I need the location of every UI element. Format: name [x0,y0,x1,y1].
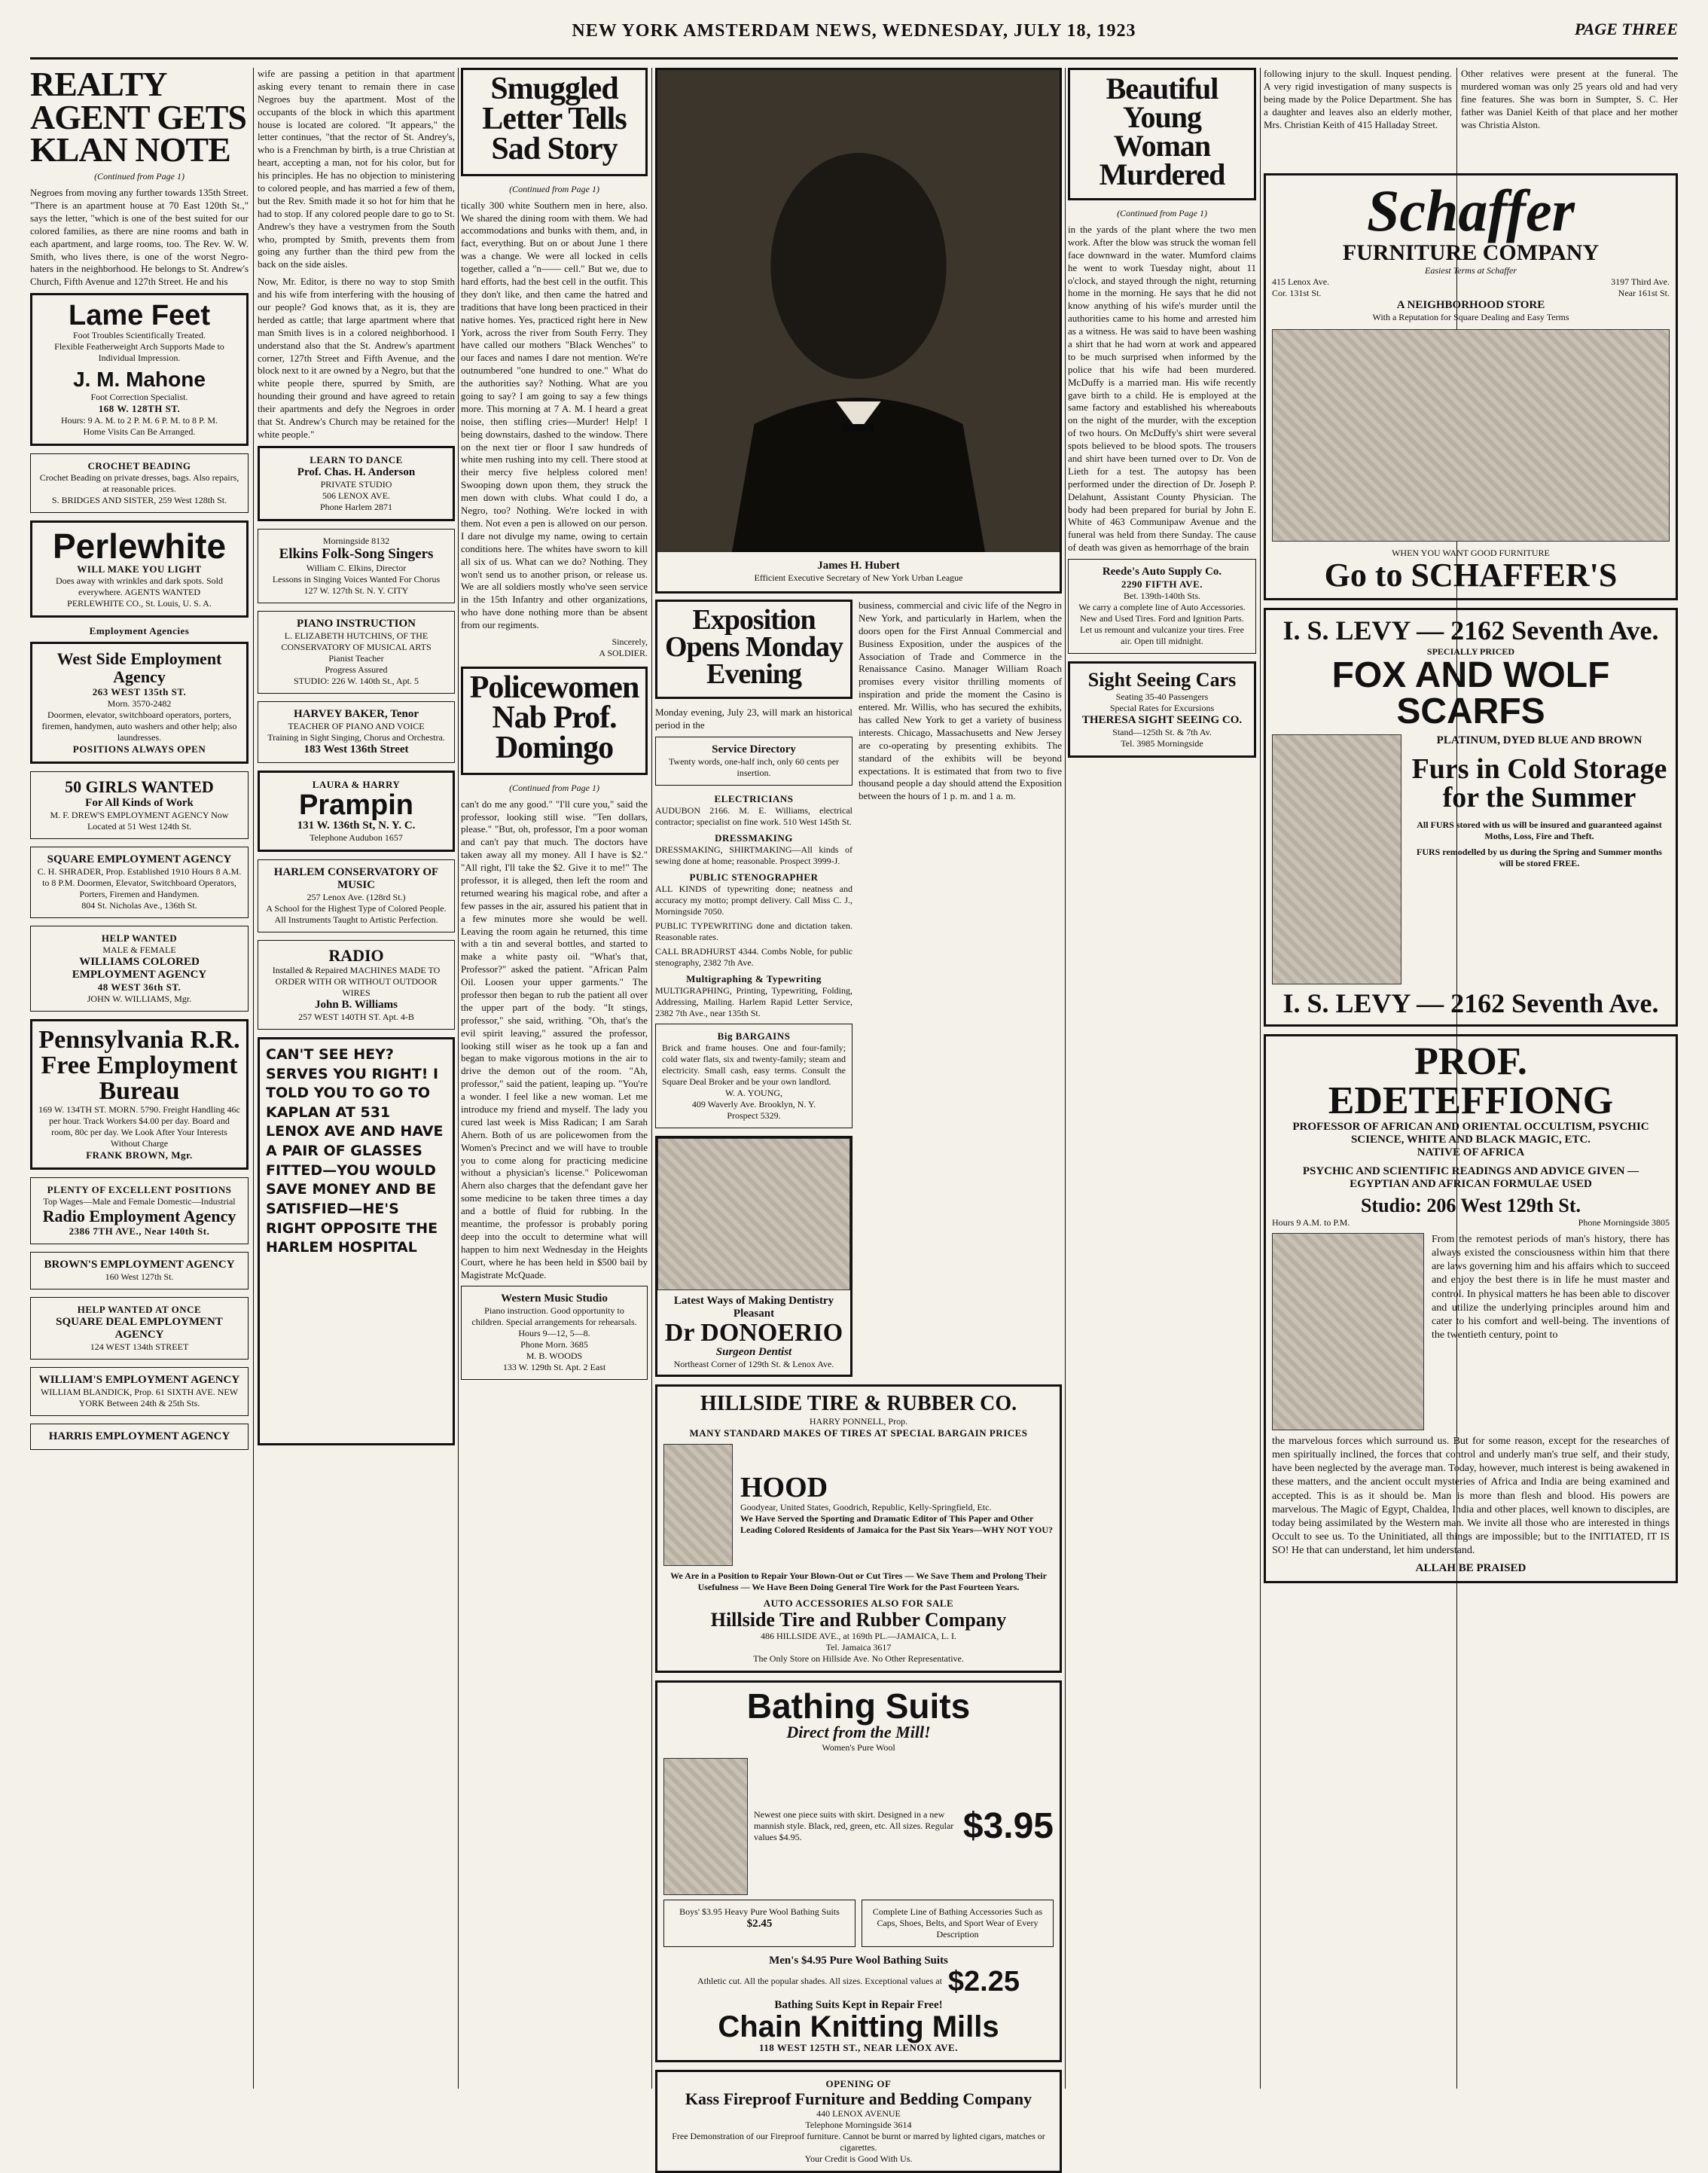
ad-text: PLATINUM, DYED BLUE AND BROWN [1436,734,1642,746]
ad-text: PSYCHIC AND SCIENTIFIC READINGS AND ADVICE GIVEN — EGYPTIAN AND AFRICAN FORMULAE USED [1302,1165,1639,1191]
ad-text: Boys' $3.95 Heavy Pure Wool Bathing Suits [679,1906,840,1917]
ad-address: 440 LENOX AVENUE [816,2107,901,2119]
ad-name: L. ELIZABETH HUTCHINS, OF THE CONSERVATORY OF MUSICAL ARTS [281,630,432,652]
ad-text: Brick and frame houses. One and four-family; cold water flats, six and twenty-family; steam and electricity. Small cash, easy terms. Consult the Square Deal Broker and be your own landlord. [662,1042,846,1088]
classified-heading: PUBLIC STENOGRAPHER [689,871,819,884]
ad-phone: Phone Morn. 3685 [520,1339,588,1350]
ad-name: THERESA SIGHT SEEING CO. [1081,713,1243,726]
ad-text: We Have Served the Sporting and Dramatic Editor of This Paper and Other Leading Colored Residents of Jamaica for the Past Six Years—WHY NOT YOU? [740,1513,1053,1536]
ad-title: FOX AND WOLF SCARFS [1331,655,1610,731]
ad-text: We Are in a Position to Repair Your Blown-Out or Cut Tires — We Save Them and Prolong Their Usefulness — We Have Been Doing General Tire Work for the Past Fourteen Years. [670,1570,1047,1592]
bargains-ad [655,1024,852,1128]
ad-text: Free Demonstration of our Fireproof furniture. Cannot be burnt or marred by lighted cigars, matches or cigarettes. [672,2130,1045,2153]
radio-repair-ad [258,940,455,1030]
article-sign: A SOLDIER. [599,647,648,658]
ad-text: A NEIGHBORHOOD STORE [1396,299,1545,311]
ad-text: WILLIAM BLANDICK, Prop. 61 SIXTH AVE. NEW YORK Between 24th & 25th Sts. [40,1386,239,1408]
ad-title: WILLIAMS COLORED EMPLOYMENT AGENCY [72,955,207,981]
ad-title: Radio Employment Agency [42,1206,236,1225]
ad-name: W. A. YOUNG, [724,1088,783,1099]
ad-address: 168 W. 128TH ST. [98,402,181,414]
ad-title: 50 GIRLS WANTED [65,777,214,797]
hood-tire-illustration [663,1444,733,1566]
ad-text: Direct from the Mill! [786,1723,931,1742]
ad-text: Pianist Teacher [328,652,384,664]
levy-ad [1264,608,1678,1027]
ad-title: Schaffer [1367,178,1575,243]
ad-address: Studio: 206 West 129th St. [1360,1195,1581,1217]
photo-caption-text: Efficient Executive Secretary of New York Urban League [754,572,963,583]
classified-text: ALL KINDS of typewriting done; neatness and accuracy my motto; prompt delivery. Call Miss C. J., Morningside 7050. [655,884,852,917]
continued-note: (Continued from Page 1) [509,183,599,194]
ad-phone: Tel. Jamaica 3617 [825,1642,892,1653]
ad-address: 263 WEST 135th ST. [92,686,187,698]
ad-title: PIANO INSTRUCTION [297,617,416,630]
ad-price: $2.25 [947,1965,1020,1998]
portrait-image [657,70,1060,552]
ad-text: Goodyear, United States, Goodrich, Republic, Kelly-Springfield, Etc. [740,1502,992,1513]
ad-text: TEACHER OF PIANO AND VOICE [288,720,425,731]
ad-text: Athletic cut. All the popular shades. All sizes. Exceptional values at [697,1976,942,1987]
ad-phone: Morningside 8132 [322,535,390,546]
ad-text: CAN'T SEE HEY? SERVES YOU RIGHT! I TOLD YOU TO GO TO KAPLAN AT 531 LENOX AVE AND HAVE A PAIR OF GLASSES FITTED—YOU WOULD SAVE MONEY AND BE SATISFIED—HE'S RIGHT OPPOSITE THE HARLEM HOSPITAL [266,1045,444,1256]
ad-text: FURS remodelled by us during the Spring and Summer months will be stored FREE. [1417,846,1662,868]
ad-title: SQUARE EMPLOYMENT AGENCY [47,853,232,865]
ad-title: Sight Seeing Cars [1087,669,1237,691]
ad-text: Men's $4.95 Pure Wool Bathing Suits [769,1954,948,1967]
williams-ad [30,926,249,1012]
ad-text: Top Wages—Male and Female Domestic—Industrial [43,1195,236,1207]
ad-name: J. M. Mahone [73,368,206,392]
murder-article-continued: following injury to the skull. Inquest pending. A very rigid investigation of many suspects is being made by the Police Department. She has a daughter and leaves also an elderly mother, Mrs. Christian Keith of 415 Halladay Street. [1264,68,1452,130]
ad-sign: ALLAH BE PRAISED [1415,1562,1527,1575]
realty-headline: REALTY AGENT GETS KLAN NOTE [30,65,246,169]
continued-note: (Continued from Page 1) [1117,208,1207,218]
westside-ad [30,642,249,764]
ad-text: Lessons in Singing Voices Wanted For Chorus [272,573,441,584]
column-rule [458,68,459,2089]
wide-ads [1264,173,1678,1591]
ad-title: HELP WANTED [101,932,178,944]
column-2 [258,68,455,2089]
ad-text: PRIVATE STUDIO [320,478,392,490]
accessories-box [862,1900,1054,1947]
ad-title: Pennsylvania R.R. Free Employment Bureau [38,1025,240,1105]
ad-text: For All Kinds of Work [85,796,194,809]
ad-title: HARRIS EMPLOYMENT AGENCY [48,1430,230,1442]
ad-phone: Morn. 3570-2482 [107,698,172,710]
reedes-auto-ad [1068,559,1256,654]
column-rule [651,68,652,2089]
williams-employment-ad [30,1367,249,1416]
ad-title: HARVEY BAKER, Tenor [293,707,419,720]
page-number: PAGE THREE [1574,20,1678,38]
police-headline-box [461,667,648,775]
bathing-figure-illustration [663,1758,748,1895]
ad-address: 160 West 127th St. [105,1271,174,1282]
ad-text: SPECIALLY PRICED [1426,645,1515,657]
ad-text: WHEN YOU WANT GOOD FURNITURE [1392,548,1550,558]
ad-title: BROWN'S EMPLOYMENT AGENCY [44,1258,235,1271]
ad-title: PROF. EDETEFFIONG [1328,1040,1614,1123]
ad-phone: Telephone Morningside 3614 [805,2119,912,2130]
ad-address: 3197 Third Ave. [1611,276,1670,287]
ad-address: PERLEWHITE CO., St. Louis, U. S. A. [67,597,212,609]
ad-text: PROFESSOR OF AFRICAN AND ORIENTAL OCCULTISM, PSYCHIC SCIENCE, WHITE AND BLACK MAGIC, ETC. [1292,1121,1649,1146]
ad-text: Bathing Suits Kept in Repair Free! [774,1998,943,2011]
harlem-conservatory-ad [258,859,455,932]
ad-text: HARRY PONNELL, Prop. [809,1415,908,1427]
ad-title: Bathing Suits [746,1686,971,1726]
ad-text: MALE & FEMALE [102,944,176,955]
ad-address: Cor. 131st St. [1272,288,1322,298]
ad-text: From the remotest periods of man's history, there has always existed the consciousness within him that there are laws governing him and his affairs which to succeed and enjoy the best there is in life he must master and control. In physical matters he has been able to discover and utilize the underlying principles around him and cater to his comfort and well-being. The inventions of the twentieth century, point to [1432,1233,1670,1341]
column-3 [461,68,648,2089]
ad-text: Seating 35-40 Passengers [1115,691,1209,702]
ad-price: $3.95 [962,1805,1054,1846]
ad-title: WILLIAM'S EMPLOYMENT AGENCY [38,1373,240,1386]
ad-phone: Phone Morningside 3805 [1578,1216,1670,1228]
professor-portrait [1272,1233,1424,1430]
ad-text: NATIVE OF AFRICA [1417,1146,1525,1159]
prampin-ad [258,771,455,852]
ad-address: 804 St. Nicholas Ave., 136th St. [81,899,197,911]
kaplan-cartoon-ad [258,1037,455,1445]
classified-text: MULTIGRAPHING, Printing, Typewriting, Folding, Addressing, Mailing. Harlem Rapid Letter Service, 2382 7th Ave., near 135th St. [655,985,852,1019]
ad-text: Surgeon Dentist [715,1346,792,1359]
piano-ad [258,611,455,694]
ad-text: C. H. SHRADER, Prop. Established 1910 Hours 8 A.M. to 8 P.M. Doormen, Elevator, Switchboard Operators, Porters, Firemen and Handymen. [37,865,242,899]
expo-headline: Exposition Opens Monday Evening [664,604,843,691]
ad-text: OPENING OF [825,2077,892,2089]
ad-text: FRANK BROWN, Mgr. [86,1149,193,1161]
column-rule [253,68,254,2089]
portrait-photo [657,70,1060,552]
ad-phone: Phone Harlem 2871 [320,501,392,512]
ad-title: Furs in Cold Storage for the Summer [1411,752,1667,813]
ad-title: Go to SCHAFFER'S [1324,557,1618,594]
ad-text: Newest one piece suits with skirt. Designed in a new mannish style. Black, red, green, etc. All sizes. Regular values $4.95. [754,1809,954,1843]
service-directory-box [655,737,852,786]
ad-address: STUDIO: 226 W. 140th St., Apt. 5 [293,675,419,686]
realty-article-continued: wife are passing a petition in that apartment asking every tenant to remain there in case Negroes buy the apartment. Most of the occupants of the block in which this apartment house is located are colored. "It appears," the letter continues, "that the rector of St. Andrey's, who is a Frenchman by birth, is a true Christian at heart, accepting a man, not for his color, but for his principles. He has no objection to ministering to colored people, and has married a few of them, but the Rev. Smith made it so hot for him that he had to stop. If any colored people dare to go to St. Andrew's they have a vestrymen from the South who, prompted by Smith, prevents them from going any further than the third pew from the back on the side aisles. [258,68,455,270]
ad-address: 2386 7TH AVE., Near 140th St. [69,1225,210,1237]
dance-ad [258,446,455,521]
ad-address: 409 Waverly Ave. Brooklyn, N. Y. [691,1099,816,1110]
ad-price: $2.45 [746,1917,773,1930]
ad-title: Prampin [298,789,414,821]
ad-text: 169 W. 134TH ST. MORN. 5790. Freight Handling 46c per hour. Track Workers $4.00 per day. Board and room, 80c per day. We Look After Your Interests Without Charge [38,1103,240,1149]
continued-note: (Continued from Page 1) [94,171,185,182]
ad-text: Installed & Repaired MACHINES MADE TO ORDER WITH OR WITHOUT OUTDOOR WIRES [272,964,441,998]
ad-text: Piano instruction. Good opportunity to children. Special arrangements for rehearsals. Hours 9—12, 5—8. [471,1305,637,1339]
classified-heading: Multigraphing & Typewriting [686,973,822,985]
classified-heading: DRESSMAKING [715,832,793,844]
ad-text: Your Credit is Good With Us. [804,2153,913,2164]
ad-address: 257 WEST 140TH ST. Apt. 4-B [298,1011,414,1022]
photo-block [655,68,1062,594]
ad-title: FURNITURE COMPANY [1342,240,1600,265]
ad-title: Dr DONOERIO [664,1319,843,1347]
section-title: Service Directory [712,743,796,756]
dentist-illustration [657,1138,850,1290]
ad-text: JOHN W. WILLIAMS, Mgr. [87,993,192,1004]
ad-text: All FURS stored with us will be insured and guaranteed against Moths, Loss, Fire and Theft. [1417,819,1662,841]
ad-title: RADIO [328,945,384,965]
ad-text: Hours: 9 A. M. to 2 P. M. 6 P. M. to 8 P. M. [60,414,218,426]
police-article: can't do me any good." "I'll cure you," said the professor, looking still wise. "Ten dollars, please." "But, oh, professor, I'm a poor woman and can't pay that much. The doctors have taken away all my money. All I have is $2." "All right, I'll take the $2. Give it to me!" The professor, it is alleged, then left the room and returned wearing his magical robe, and after a few passes in the air, assured his patient that in a few minutes more she would be well. Leaving the room again he returned, this time with a tin and several bottles, and started to make a white pasty oil. "What's that, Professor?" asked the patient. "African Palm Oil. Loosen your upper garments." The professor then began to rub the patient all over the upper part of the body. "It stings, professor," she said, writhing. "Oh, that's the evil spirit leaving," assured the professor, looking still wiser as he took up a fan and began to make vigorous motions in the air to drive the demon out of the room. "Ah, professor," said the patient, leaping up. "You're a wonder. I feel like a new woman. Let me introduce my friend and myself. The lady you cured last week is Miss Radican; I am Sarah Ahern. Both of us are policewomen from the Women's Precinct and we will have to trouble you to come along for practicing medicine without a physician's license." Policewoman Ahern also charges that the defendant gave her some medicine to be taken three times a day and a bottle of fluid for rubbing. In the meantime, the professor is probably poring deep into the occult to determine what will happen to him next Wednesday in the Heights Court, where he has been held in $500 bail by Magistrate McQuade. [461,798,648,1280]
prof-edeteffiong-ad [1264,1034,1678,1583]
ad-title: SQUARE DEAL EMPLOYMENT AGENCY [56,1315,223,1341]
classified-heading: ELECTRICIANS [714,793,794,805]
column-1 [30,65,249,2089]
ad-brand: HOOD [740,1472,828,1504]
smuggled-headline: Smuggled Letter Tells Sad Story [482,72,627,166]
ad-name: Prof. Chas. H. Anderson [297,465,416,478]
expo-article-lead: Monday evening, July 23, will mark an historical period in the [655,707,852,731]
lame-feet-ad [30,293,249,446]
ad-text: Does away with wrinkles and dark spots. Sold everywhere. AGENTS WANTED [56,575,223,597]
ad-text: Progress Assured [325,664,388,675]
expo-article-body: business, commercial and civic life of the Negro in New York, and particularly in Harlem, when the doors open for the First Annual Commercial and Business Exposition, under the auspices of the Association of Trade and Commerce in the Renaissance Casino. Manager William Roach promises every visitor thrilling moments of inspiration and pride the moment the Casino is entered. Mr. Willis, who has secured the exhibits, has called New York to get a variety of business interests. Chicago, Massachusetts and New Jersey are co-operating by presenting exhibits. The standard of the exhibits will be beyond expectations. It is estimated that from two to five thousand people a day should attend the Exposition between the hours of 1 p. m. and 1 a. m. [859,600,1062,802]
ad-title: CROCHET BEADING [87,459,191,472]
ad-address: 257 Lenox Ave. (128rd St.) [307,891,406,902]
column-5 [1068,68,1256,2089]
photo-caption-name: James H. Hubert [817,560,900,572]
fur-model-illustration [1272,734,1401,984]
ad-address: 486 HILLSIDE AVE., at 169th PL.—JAMAICA, L. I. [760,1631,957,1642]
classified-text: AUDUBON 2166. M. E. Williams, electrical contractor; specialist on fine work. 510 West 145th St. [655,805,852,828]
realty-article-continued: Now, Mr. Editor, is there no way to stop Smith and his wife from interfering with the housing of our people? God knows that, as it is, they are herded as cattle; that large apartment where that man Smith lives is in a colored neighborhood. I understand also that the St. Andrew's apartment corner, 127th Street and Fifth Avenue, and the block next to it are owned by a Negro, but that the white people there, spurred by Smith, are hounding their ground and have agreed to retain their apartments and defy the Negroes in order that St. Andrew's Church may be retained for the white people." [258,276,455,440]
ad-title: Latest Ways of Making Dentistry Pleasant [673,1295,834,1320]
beautiful-article: in the yards of the plant where the two men work. After the blow was struck the woman fell face downward in the water. Mumford claims he went to work Tuesday night, about 11 o'clock, and stayed through the night, returning home in the morning. He says that he did not know anything of his wife's murder until the authorities came to his home and arrested him as a witness. He was said to have been washing a shirt that he had worn at work and appeared to be much surprised when informed by the police that his wife had been murdered. McDuffy is a married man. His wife recently gave birth to a child. He is employed at the same factory and established his whereabouts on the night of the murder, with the exception of two hours. On McDuffy's shirt were several spots believed to be blood spots. The trousers and shirt have been turned over to Dr. Von de Lieth for a test. The autopsy has been performed under the direction of Dr. Joseph P. Delahunt, Assistant County Physician. The body had been prepared for burial by John E. White of 463 Communipaw Avenue and the funeral was held from there Sunday. The cause of death was given as hemorrhage of the brain [1068,224,1256,554]
ad-title: West Side Employment Agency [56,649,222,687]
ad-address: Stand—125th St. & 7th Av. [1112,726,1212,737]
ad-text: Women's Pure Wool [822,1741,895,1753]
ad-title: HARLEM CONSERVATORY OF MUSIC [273,865,439,891]
ad-text: Bet. 139th-140th Sts. [1123,591,1200,602]
ad-address: 118 WEST 125TH ST., NEAR LENOX AVE. [759,2041,958,2053]
ad-text: M. F. DREW'S EMPLOYMENT AGENCY Now Located at 51 West 124th St. [50,809,229,832]
ad-title: Reede's Auto Supply Co. [1102,566,1222,578]
ad-text: Home Visits Can Be Arranged. [83,426,196,437]
classified-text: CALL BRADHURST 4344. Combs Noble, for public stenography, 2382 7th Ave. [655,946,852,969]
ad-address: 131 W. 136th St, N. Y. C. [297,819,416,832]
ad-name: William C. Elkins, Director [306,562,407,573]
ad-title: Hillside Tire and Rubber Company [710,1608,1007,1631]
classified-text: PUBLIC TYPEWRITING done and dictation taken. Reasonable rates. [655,920,852,943]
ad-text: With a Reputation for Square Dealing and Easy Terms [1372,312,1569,322]
column-rule [1065,68,1066,2089]
ad-text: Doormen, elevator, switchboard operators, porters, firemen, handymen, auto washers and other help; also laundresses. [41,710,237,743]
murder-article-end: Other relatives were present at the funeral. The murdered woman was only 25 years old and had very fine features. She was born in Sumpter, S. C. Her father was Daniel Keith of that place and her mother was Christia Alston. [1461,68,1678,130]
ad-address: Northeast Corner of 129th St. & Lenox Ave. [673,1359,834,1370]
dentist-ad [655,1136,852,1377]
ad-title: HELP WANTED AT ONCE [77,1303,202,1315]
ad-text: the marvelous forces which surround us. But for some reason, except for the researches of men spiritually inclined, the forces that control and underly man's true self, and their study, have been neglected by the average man. Today, however, much interest is being awakened in these matters, and the ancient occult mysteries of Africa and India are being examined and accepted. This is as it should be. Man is more than flesh and blood. His powers are marvelous. The Magic of Egypt, Chaldea, India and other places, well known to disciples, are today being assimilated by the Western man. We invite all those who are interested in things Occult to see us. To the Uninitiated, all things are impossible; but to the INITIATED, IT IS SO! He that can understand, let him understand. [1272,1435,1670,1557]
ad-address: 124 WEST 134th STREET [90,1341,189,1352]
realty-article: Negroes from moving any further towards 135th Street. "There is an apartment house at 70 East 120th St.," says the letter, "which is one of the best suited for our colored families, as there are nine rooms and bath in each apartment, and large rooms, too. The Rev. W. W. Smith, who lives there, is one of the worst Negro-haters in the neighborhood. He belongs to St. Andrew's Church, Fifth Avenue and 127th Street. He and his [30,187,249,288]
ad-text: Easiest Terms at Schaffer [1425,265,1517,276]
square-deal-ad [30,1297,249,1360]
ad-title: Big BARGAINS [717,1030,791,1042]
ad-address: 415 Lenox Ave. [1272,276,1330,287]
hillside-tire-ad [655,1384,1062,1673]
section-text: Twenty words, one-half inch, only 60 cents per insertion. [668,756,840,779]
ad-text: The Only Store on Hillside Ave. No Other Representative. [753,1653,964,1665]
ad-text: AUTO ACCESSORIES ALSO FOR SALE [763,1597,954,1609]
ad-address: S. BRIDGES AND SISTER, 259 West 128th St. [51,494,227,505]
ad-title: Perlewhite [52,526,227,566]
ad-title: I. S. LEVY — 2162 Seventh Ave. [1283,987,1659,1018]
ad-text: Foot Troubles Scientifically Treated. [72,330,206,341]
ad-text: Foot Correction Specialist. [90,391,188,402]
police-headline: Policewomen Nab Prof. Domingo [469,670,639,765]
ad-address: 127 W. 127th St. N. Y. CITY [303,584,409,596]
radio-employment-ad [30,1177,249,1244]
masthead-title: NEW YORK AMSTERDAM NEWS, WEDNESDAY, JULY 18, 1923 [572,21,1136,41]
ad-name: LAURA & HARRY [312,778,401,790]
ad-title: Elkins Folk-Song Singers [279,545,434,562]
bedroom-set-illustration [1272,329,1670,542]
ad-text: MANY STANDARD MAKES OF TIRES AT SPECIAL BARGAIN PRICES [689,1427,1028,1439]
ad-text: Complete Line of Bathing Accessories Such as Caps, Shoes, Belts, and Sport Wear of Every Description [872,1906,1043,1940]
ad-address: 48 WEST 36th ST. [97,981,181,993]
ad-address: 506 LENOX AVE. [322,490,391,501]
smuggled-headline-box [461,68,648,176]
boys-suits-box [663,1900,856,1947]
ad-title: PLENTY OF EXCELLENT POSITIONS [47,1183,232,1195]
western-music-ad [461,1286,648,1380]
column-rule [1260,68,1261,2089]
continued-note: (Continued from Page 1) [509,782,599,793]
article-sign: Sincerely, [612,636,648,647]
bathing-suits-ad [655,1680,1062,2062]
ad-text: A School for the Highest Type of Colored People. All Instruments Taught to Artistic Perfection. [266,902,447,925]
ad-text: We carry a complete line of Auto Accessories. New and Used Tires. Ford and Ignition Parts. Let us remount and vulcanize your tires. Free air. Open till midnight. [1078,602,1246,647]
kass-furniture-ad [655,2070,1062,2173]
ad-phone: Tel. 3985 Morningside [1121,737,1203,749]
smuggled-article: tically 300 white Southern men in here, also. We shared the dining room with them. We had accommodations and bunks with them, and, in fact, everything. But on or about June 1 there was a change. We were all locked in cells together, called a "n—— cell." But we, due to hard efforts, had the best cell in the outfit. This they don't like, and then came the hatred and traditions that have long been practiced in their native homes. Yes, practiced right here in New York, across the river from South Ferry. They have called our mothers "Black Wenches" to our faces and names I dare not mention. We're outnumbered "one hundred to one." What do the authorities say? Nothing. What are you going to say? I am going to say a few things more. This morning at 7 A. M. I heard a great noise, then stifling cries—Murder! Help! I being downstairs, dashed to the window. There on the next tier or floor I saw hundreds of white men rushing into my cell. There stood at their mercy five helpless colored men! Swooping down upon them, they struck the men down with clubs. What could I do, a Negro, too? Nothing. We're locked in with them. Not even a pen is allowed on our person. I dare not divulge my name, owing to certain conditions here. The whites have sworn to kill all six of us. What can we do? Nothing. They won't send us to another prison, or release us. We are all soldiers mostly who've seen service in the 15th Infantry and other organizations, who have done nothing more than be absent from our regiments. [461,199,648,631]
elkins-ad [258,529,455,603]
ad-title: LEARN TO DANCE [310,453,403,465]
classified-text: DRESSMAKING, SHIRTMAKING—All kinds of sewing done at home; reasonable. Prospect 3999-J. [655,844,852,867]
ad-phone: Prospect 5329. [727,1110,781,1122]
ad-title: Western Music Studio [501,1293,608,1305]
section-heading: Employment Agencies [89,624,190,636]
ad-text: WILL MAKE YOU LIGHT [77,563,202,575]
sight-seeing-ad [1068,661,1256,758]
square-employment-ad [30,847,249,918]
ad-title: Kass Fireproof Furniture and Bedding Company [685,2089,1032,2108]
harvey-ad [258,701,455,763]
ad-text: Special Rates for Excursions [1109,702,1215,713]
ad-text: Crochet Beading on private dresses, bags. Also repairs, at reasonable prices. [39,472,239,494]
ad-address: 133 W. 129th St. Apt. 2 East [502,1362,606,1373]
crochet-ad [30,453,249,513]
ad-title: Chain Knitting Mills [718,2010,999,2043]
perlewhite-ad [30,520,249,618]
ad-text: Training in Sight Singing, Chorus and Orchestra. [267,731,445,743]
ad-title: HILLSIDE TIRE & RUBBER CO. [700,1392,1017,1416]
ad-title: I. S. LEVY — 2162 Seventh Ave. [1283,615,1659,645]
column-4 [655,68,1062,2164]
schaffer-ad [1264,173,1678,600]
ad-title: Lame Feet [69,300,210,332]
girls-wanted-ad [30,771,249,838]
ad-name: John B. Williams [315,998,398,1011]
ad-address: 2290 FIFTH AVE. [1121,578,1203,591]
expo-headline-box [655,600,852,699]
harris-ad [30,1424,249,1450]
ad-address: Near 161st St. [1618,288,1670,298]
masthead [30,15,1678,60]
ad-text: Flexible Featherweight Arch Supports Made to Individual Impression. [54,341,224,364]
pennsylvania-ad [30,1019,249,1170]
ad-text: POSITIONS ALWAYS OPEN [72,743,206,755]
beautiful-headline: Beautiful Young Woman Murdered [1099,72,1225,191]
browns-ad [30,1252,249,1289]
ad-name: M. B. WOODS [526,1350,583,1362]
ad-phone: Telephone Audubon 1657 [310,832,403,843]
beautiful-headline-box [1068,68,1256,200]
ad-text: Hours 9 A.M. to P.M. [1272,1216,1350,1228]
ad-address: 183 West 136th Street [303,743,409,755]
